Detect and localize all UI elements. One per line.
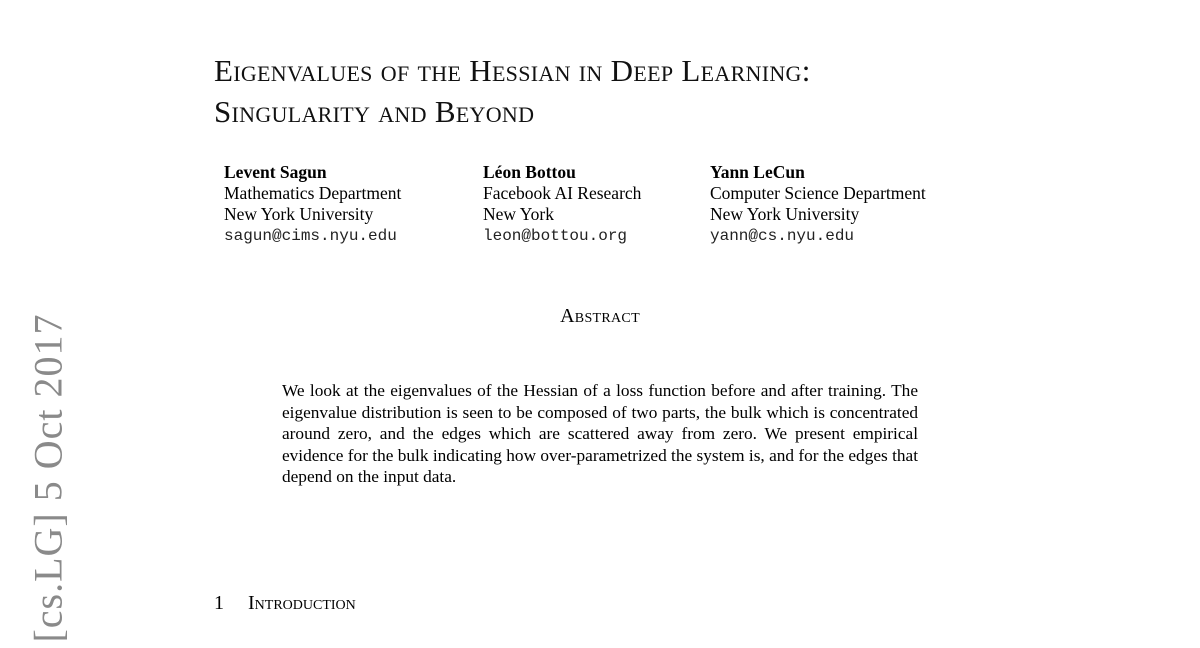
author-affiliation: Computer Science Department [710, 183, 926, 203]
author-affiliation: Mathematics Department [224, 183, 402, 203]
author-institution: New York University [224, 204, 374, 224]
author-institution: New York University [710, 204, 860, 224]
abstract-text: We look at the eigenvalues of the Hessian of a loss function before and after training. The eigenvalue distribution is seen to be composed of two parts, the bulk which is concentrated around zero, and the edges which are scattered away from zero. We present empirical evidence for the bulk indicating how over-parametrized the system is, and for the edges that depend on the input data. [282, 381, 918, 486]
author-affiliation: Facebook AI Research [483, 183, 642, 203]
author-block [483, 162, 641, 248]
author-name: Yann LeCun [710, 162, 805, 182]
author-institution: New York [483, 204, 554, 224]
paper-title [214, 50, 1114, 132]
author-name: Léon Bottou [483, 162, 576, 182]
arxiv-side-stamp: [cs.LG] 5 Oct 2017 [25, 313, 71, 643]
paper-title-line-1: Eigenvalues of the Hessian in Deep Learning: [214, 53, 811, 88]
section-heading [214, 592, 356, 615]
author-email: leon@bottou.org [483, 227, 628, 245]
abstract-heading: Abstract [560, 305, 640, 327]
author-name: Levent Sagun [224, 162, 327, 182]
paper-title-line-2: Singularity and Beyond [214, 94, 535, 129]
author-block [224, 162, 401, 248]
author-email: yann@cs.nyu.edu [710, 227, 855, 245]
author-block [710, 162, 926, 248]
author-email: sagun@cims.nyu.edu [224, 227, 397, 245]
section-title: Introduction [248, 592, 356, 614]
section-number: 1 [214, 592, 224, 614]
